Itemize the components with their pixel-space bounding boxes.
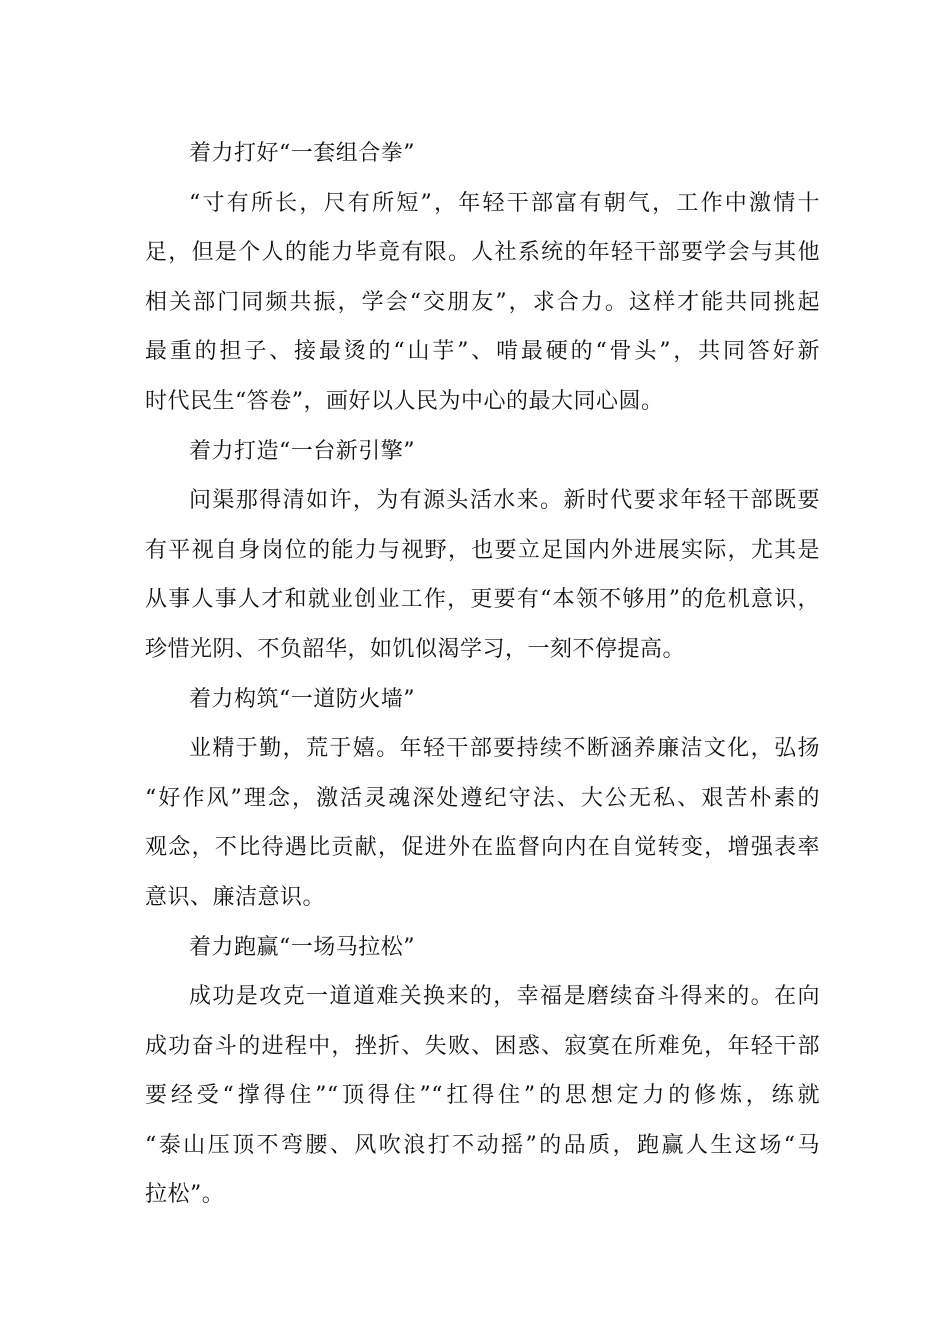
paragraph-line: 珍惜光阴、不负韶华，如饥似渴学习，一刻不停提高。 xyxy=(145,636,686,662)
paragraph-line: 成功是攻克一道道难关换来的，幸福是磨续奋斗得来的。在向 xyxy=(189,984,820,1010)
paragraph-line: 问渠那得清如许，为有源头活水来。新时代要求年轻干部既要 xyxy=(189,488,820,514)
paragraph-line: 从事人事人才和就业创业工作，更要有“本领不够用”的危机意识， xyxy=(145,587,820,613)
paragraph-line: “寸有所长，尺有所短”，年轻干部富有朝气，工作中激情十 xyxy=(189,190,820,216)
paragraph-line: 观念，不比待遇比贡献，促进外在监督向内在自觉转变，增强表率 xyxy=(145,835,820,861)
section-heading: 着力打造“一台新引擎” xyxy=(189,438,415,464)
paragraph-line: 足，但是个人的能力毕竟有限。人社系统的年轻干部要学会与其他 xyxy=(145,240,820,266)
paragraph-line: 时代民生“答卷”，画好以人民为中心的最大同心圆。 xyxy=(145,388,664,414)
paragraph-line: 最重的担子、接最烫的“山芋”、啃最硬的“骨头”，共同答好新 xyxy=(145,339,820,365)
paragraph-line: 业精于勤，荒于嬉。年轻干部要持续不断涵养廉洁文化，弘扬 xyxy=(189,736,820,762)
paragraph-line: 拉松”。 xyxy=(145,1182,225,1208)
paragraph-line: 成功奋斗的进程中，挫折、失败、困惑、寂寞在所难免，年轻干部 xyxy=(145,1033,820,1059)
section-heading: 着力打好“一套组合拳” xyxy=(189,141,415,166)
paragraph-line: 意识、廉洁意识。 xyxy=(145,884,326,910)
paragraph-line: 有平视自身岗位的能力与视野，也要立足国内外进展实际，尤其是 xyxy=(145,537,820,563)
paragraph-line: “好作风”理念，激活灵魂深处遵纪守法、大公无私、艰苦朴素的 xyxy=(145,785,820,811)
document-body xyxy=(145,129,820,1220)
paragraph-line: 相关部门同频共振，学会“交朋友”，求合力。这样才能共同挑起 xyxy=(145,289,820,315)
paragraph-line: “泰山压顶不弯腰、风吹浪打不动摇”的品质，跑赢人生这场“马 xyxy=(145,1132,820,1158)
paragraph-line: 要经受“撑得住”“顶得住”“扛得住”的思想定力的修炼，练就 xyxy=(145,1083,820,1109)
section-heading: 着力构筑“一道防火墙” xyxy=(189,686,415,712)
section-heading: 着力跑赢“一场马拉松” xyxy=(189,934,415,960)
